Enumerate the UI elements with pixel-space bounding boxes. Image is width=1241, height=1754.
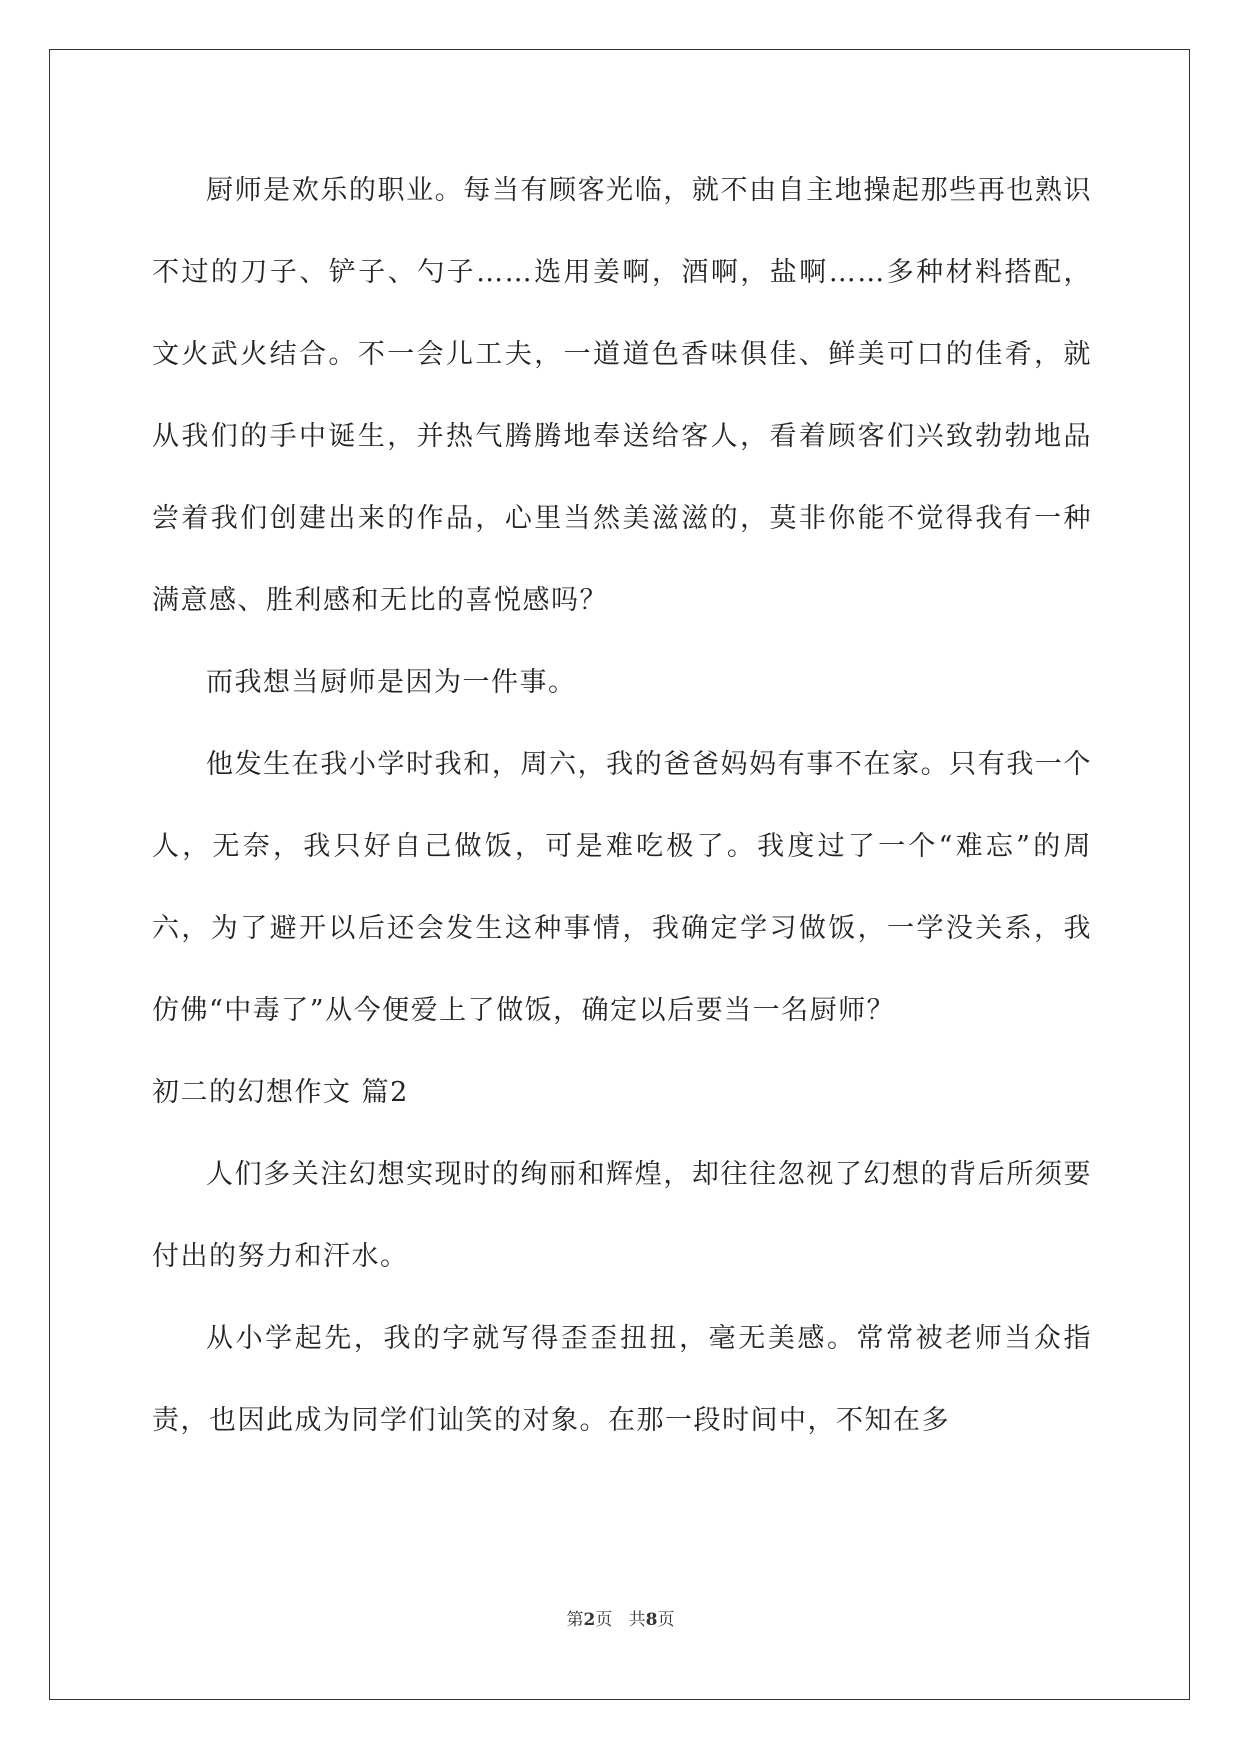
footer-current-page: 2 [583, 1610, 596, 1630]
section-heading: 初二的幻想作文 篇2 [152, 1077, 409, 1108]
paragraph-chef-joy: 厨师是欢乐的职业。每当有顾客光临，就不由自主地操起那些再也熟识不过的刀子、铲子、勺子……选用姜啊，酒啊，盐啊……多种材料搭配，文火武火结合。不一会儿工夫，一道道色香味俱佳、鲜美可口的佳肴，就从我们的手中诞生，并热气腾腾地奉送给客人，看着顾客们兴致勃勃地品尝着我们创建出来的作品，心里当然美滋滋的，莫非你能不觉得我有一种满意感、胜利感和无比的喜悦感吗？ [152, 175, 1092, 616]
document-body [152, 150, 1092, 1462]
footer-page-suffix: 页 [595, 1610, 613, 1630]
page-footer [0, 1605, 1241, 1630]
paragraph-reason: 而我想当厨师是因为一件事。 [206, 667, 577, 698]
footer-total-suffix: 页 [657, 1610, 675, 1630]
paragraph-handwriting: 从小学起先，我的字就写得歪歪扭扭，毫无美感。常常被老师当众指责，也因此成为同学们讪笑的对象。在那一段时间中，不知在多 [152, 1323, 1092, 1436]
paragraph-dream-effort: 人们多关注幻想实现时的绚丽和辉煌，却往往忽视了幻想的背后所须要付出的努力和汗水。 [152, 1159, 1092, 1272]
paragraph-saturday-story: 他发生在我小学时我和，周六，我的爸爸妈妈有事不在家。只有我一个人，无奈，我只好自己做饭，可是难吃极了。我度过了一个“难忘”的周六，为了避开以后还会发生这种事情，我确定学习做饭，一学没关系，我仿佛“中毒了”从今便爱上了做饭，确定以后要当一名厨师？ [152, 749, 1092, 1026]
footer-total-pages: 8 [645, 1610, 658, 1630]
footer-total-prefix: 共 [628, 1610, 646, 1630]
footer-prefix: 第 [566, 1610, 584, 1630]
